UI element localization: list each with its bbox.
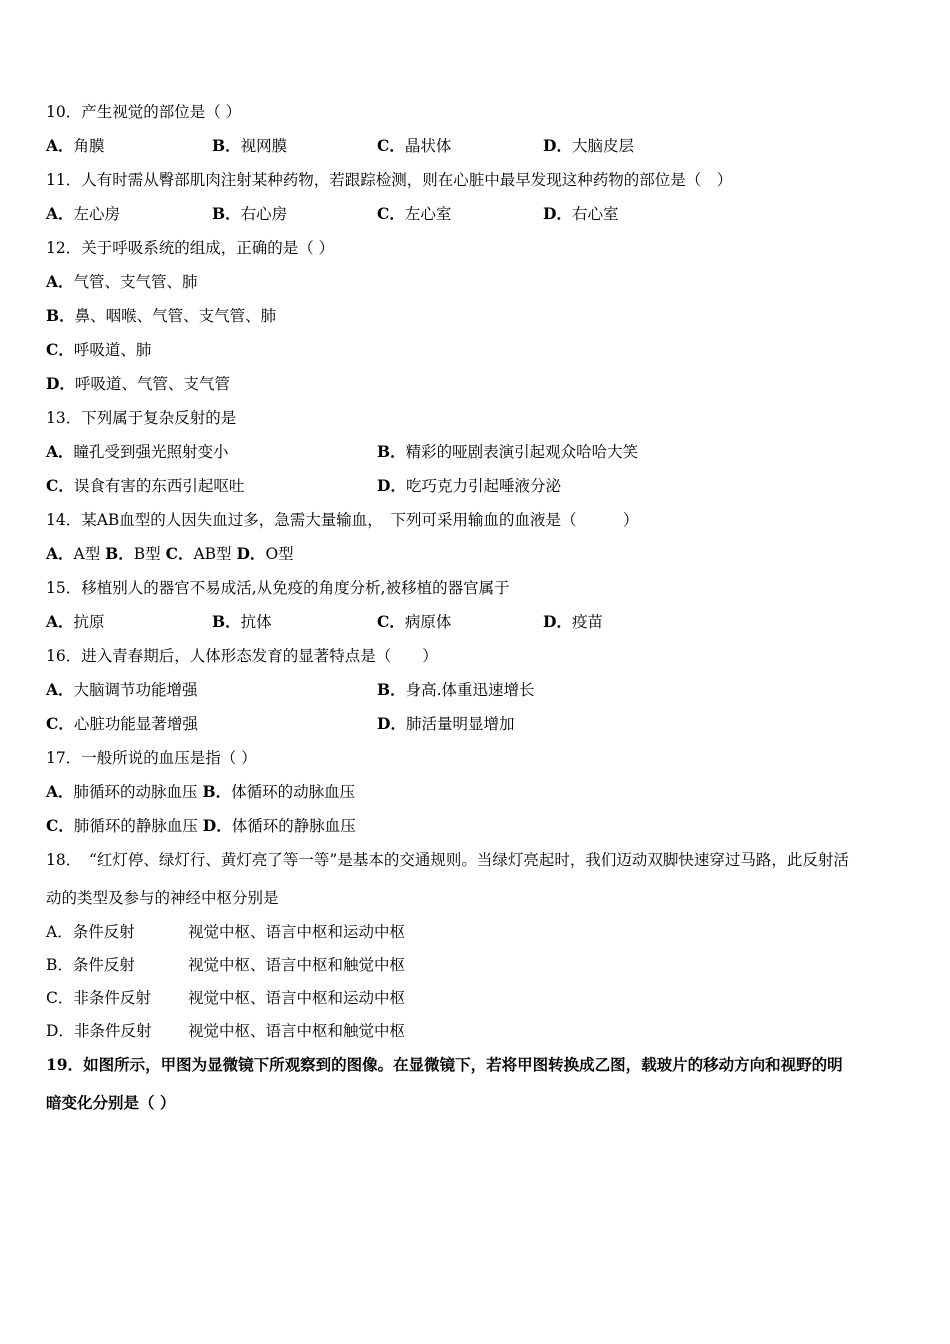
q18-option-b: B．条件反射	[46, 956, 135, 974]
q16-option-b: B．身高.体重迅速增长	[377, 680, 535, 699]
q13-option-d: D．吃巧克力引起唾液分泌	[377, 476, 561, 495]
q11-option-a: A．左心房	[46, 204, 121, 223]
q14-option-a: A．A型	[46, 544, 101, 563]
q18-option-c-text: 视觉中枢、语言中枢和运动中枢	[188, 989, 406, 1007]
q15-option-d: D．疫苗	[543, 612, 603, 631]
q18-option-d: D．非条件反射	[46, 1022, 152, 1040]
question-11-stem: 11．人有时需从臀部肌肉注射某种药物，若跟踪检测，则在心脏中最早发现这种药物的部位是（ ）	[46, 171, 733, 189]
q15-option-c: C．病原体	[377, 612, 452, 631]
q10-option-a: A．角膜	[46, 136, 105, 155]
q14-options-row	[46, 544, 294, 564]
q10-option-b: B．视网膜	[212, 136, 288, 155]
q16-option-d: D．肺活量明显增加	[377, 714, 515, 733]
question-19-stem-line-2: 暗变化分别是（ ）	[46, 1093, 176, 1112]
q13-option-a: A．瞳孔受到强光照射变小	[46, 442, 229, 461]
q13-option-c: C．误食有害的东西引起呕吐	[46, 476, 245, 495]
q18-option-a: A．条件反射	[46, 923, 135, 941]
question-19-stem-line-1: 19．如图所示，甲图为显微镜下所观察到的图像。在显微镜下，若将甲图转换成乙图，载玻片的移动方向和视野的明	[46, 1055, 843, 1074]
q18-option-a-text: 视觉中枢、语言中枢和运动中枢	[188, 923, 406, 941]
question-16-stem: 16．进入青春期后，人体形态发育的显著特点是（ ）	[46, 647, 438, 665]
q12-option-c: C．呼吸道、肺	[46, 340, 152, 359]
q13-option-b: B．精彩的哑剧表演引起观众哈哈大笑	[377, 442, 639, 461]
q11-option-b: B．右心房	[212, 204, 288, 223]
q17-option-b: B．体循环的动脉血压	[202, 782, 356, 801]
q18-option-d-text: 视觉中枢、语言中枢和触觉中枢	[188, 1022, 406, 1040]
q17-row-2	[46, 816, 356, 836]
question-18-stem-line-2: 动的类型及参与的神经中枢分别是	[46, 889, 279, 907]
q12-option-a: A．气管、支气管、肺	[46, 272, 198, 291]
q17-option-c: C．肺循环的静脉血压	[46, 816, 198, 835]
question-12-stem: 12．关于呼吸系统的组成，正确的是（ ）	[46, 239, 335, 257]
q10-option-d: D．大脑皮层	[543, 136, 634, 155]
q11-option-c: C．左心室	[377, 204, 452, 223]
question-18-stem-line-1: 18． “红灯停、绿灯行、黄灯亮了等一等”是基本的交通规则。当绿灯亮起时，我们迈动双脚快速穿过马路，此反射活	[46, 851, 849, 869]
q16-option-a: A．大脑调节功能增强	[46, 680, 198, 699]
q15-option-b: B．抗体	[212, 612, 272, 631]
question-13-stem: 13．下列属于复杂反射的是	[46, 409, 237, 427]
q15-option-a: A．抗原	[46, 612, 105, 631]
q12-option-d: D．呼吸道、气管、支气管	[46, 374, 230, 393]
q11-option-d: D．右心室	[543, 204, 619, 223]
question-14-stem: 14．某AB血型的人因失血过多，急需大量输血， 下列可采用输血的血液是（ ）	[46, 511, 639, 529]
q14-option-c: C．AB型	[165, 544, 232, 563]
question-17-stem: 17．一般所说的血压是指（ ）	[46, 749, 257, 767]
q17-option-a: A．肺循环的动脉血压	[46, 782, 198, 801]
q14-option-d: D．O型	[236, 544, 294, 563]
q18-option-b-text: 视觉中枢、语言中枢和触觉中枢	[188, 956, 406, 974]
q17-option-d: D．体循环的静脉血压	[202, 816, 356, 835]
q10-option-c: C．晶状体	[377, 136, 452, 155]
question-10-stem: 10．产生视觉的部位是（ ）	[46, 103, 242, 121]
question-15-stem: 15．移植别人的器官不易成活,从免疫的角度分析,被移植的器官属于	[46, 579, 510, 597]
q12-option-b: B．鼻、咽喉、气管、支气管、肺	[46, 306, 277, 325]
q14-option-b: B．B型	[105, 544, 161, 563]
q18-option-c: C．非条件反射	[46, 989, 151, 1007]
q17-row-1	[46, 782, 355, 802]
q16-option-c: C．心脏功能显著增强	[46, 714, 198, 733]
